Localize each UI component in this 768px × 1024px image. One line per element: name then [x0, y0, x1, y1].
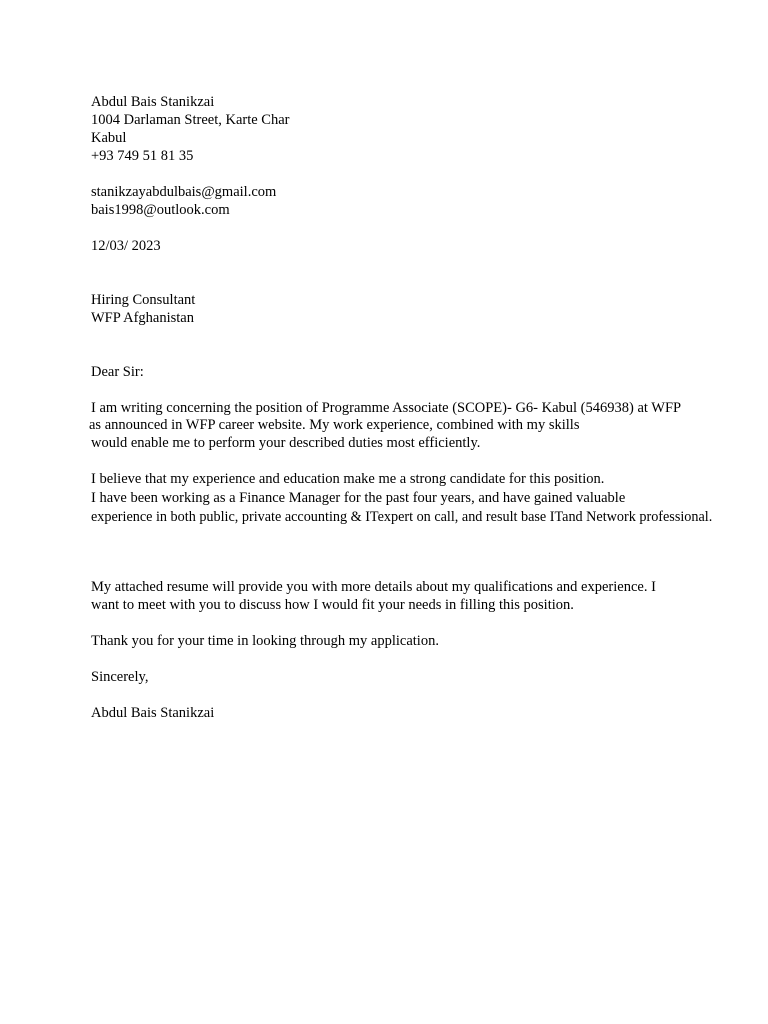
sender-email-gmail: stanikzayabdulbais@gmail.com: [91, 184, 277, 200]
paragraph-line: want to meet with you to discuss how I would fit your needs in filling this position.: [91, 597, 574, 613]
paragraph-line: I have been working as a Finance Manager for the past four years, and have gained valuable: [91, 490, 626, 506]
sender-street: 1004 Darlaman Street, Karte Char: [91, 112, 290, 128]
paragraph-line: My attached resume will provide you with more details about my qualifications and experience. I: [91, 579, 656, 595]
sender-city: Kabul: [91, 130, 127, 146]
paragraph-line: experience in both public, private accounting & ITexpert on call, and result base ITand Network professional.: [91, 509, 713, 525]
sender-phone: +93 749 51 81 35: [91, 148, 194, 164]
closing: Sincerely,: [91, 669, 149, 685]
recipient-title: Hiring Consultant: [91, 292, 196, 308]
paragraph-line: would enable me to perform your described duties most efficiently.: [91, 435, 481, 451]
recipient-organization: WFP Afghanistan: [91, 310, 194, 326]
signature-name: Abdul Bais Stanikzai: [91, 705, 215, 721]
sender-email-outlook: bais1998@outlook.com: [91, 202, 230, 218]
paragraph-line: I believe that my experience and education make me a strong candidate for this position.: [91, 471, 605, 487]
paragraph-line: as announced in WFP career website. My work experience, combined with my skills: [89, 417, 580, 433]
sender-name: Abdul Bais Stanikzai: [91, 94, 215, 110]
paragraph-line: I am writing concerning the position of Programme Associate (SCOPE)- G6- Kabul (546938) at WFP: [91, 400, 682, 416]
salutation: Dear Sir:: [91, 364, 144, 380]
letter-date: 12/03/ 2023: [91, 238, 161, 254]
thanks-line: Thank you for your time in looking through my application.: [91, 633, 439, 649]
